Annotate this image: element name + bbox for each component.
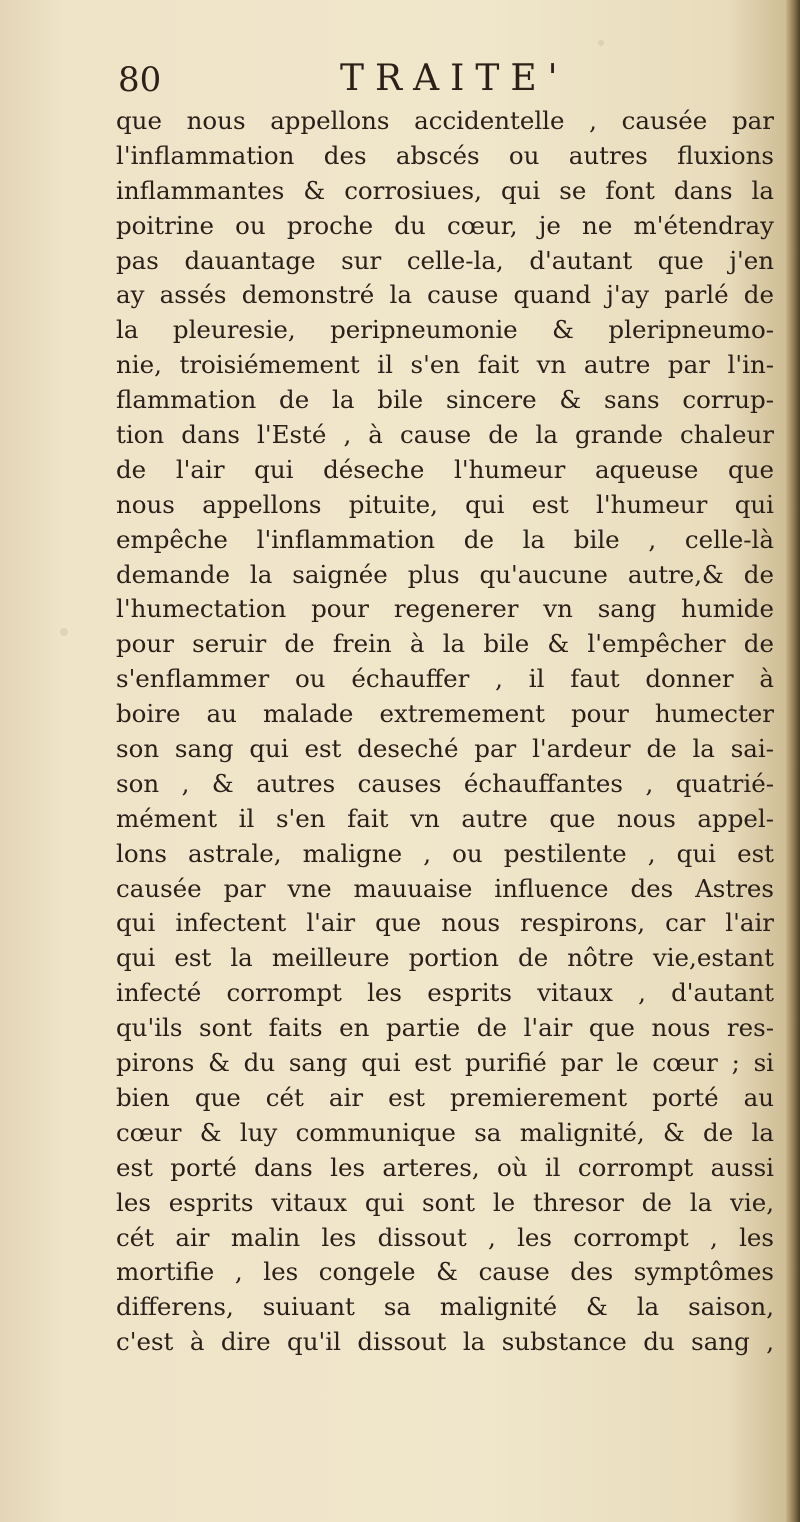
text-line: pour seruir de frein à la bile & l'empêcher de (116, 629, 774, 659)
text-line: inflammantes & corrosiues, qui se font dans la (116, 175, 774, 205)
text-line: infecté corrompt les esprits vitaux , d'autant (116, 978, 774, 1008)
text-line: s'enflammer ou échauffer , il faut donner à (116, 664, 774, 694)
paper-stain (60, 628, 68, 636)
page-number: 80 (118, 60, 162, 100)
text-line: flammation de la bile sincere & sans corrup- (116, 385, 774, 415)
text-line: qui infectent l'air que nous respirons, car l'air (116, 908, 774, 938)
page-edge-shadow (786, 0, 800, 1522)
text-line: pirons & du sang qui est purifié par le cœur ; si (116, 1048, 774, 1078)
text-line: son , & autres causes échauffantes , quatrié- (116, 768, 774, 798)
text-line: pas dauantage sur celle-la, d'autant que j'en (116, 245, 774, 275)
text-line: ay assés demonstré la cause quand j'ay parlé de (116, 280, 774, 310)
text-line: mortifie , les congele & cause des symptômes (116, 1257, 774, 1287)
paper-stain (598, 40, 604, 46)
text-line: est porté dans les arteres, où il corrompt aussi (116, 1152, 774, 1182)
text-line: demande la saignée plus qu'aucune autre,& de (116, 559, 774, 589)
text-line: les esprits vitaux qui sont le thresor de la vie, (116, 1187, 774, 1217)
page-header (118, 58, 778, 104)
text-line: tion dans l'Esté , à cause de la grande chaleur (116, 420, 774, 450)
text-line: lons astrale, maligne , ou pestilente , qui est (116, 838, 774, 868)
text-line: la pleuresie, peripneumonie & pleripneumo- (116, 315, 774, 345)
text-line: de l'air qui déseche l'humeur aqueuse que (116, 454, 774, 484)
running-title: TRAITE' (340, 58, 569, 99)
text-line: empêche l'inflammation de la bile , celle-là (116, 524, 774, 554)
text-line: l'inflammation des abscés ou autres fluxions (116, 140, 774, 170)
text-line: mément il s'en fait vn autre que nous appel- (116, 803, 774, 833)
text-line: son sang qui est deseché par l'ardeur de la sai- (116, 734, 774, 764)
text-line: cœur & luy communique sa malignité, & de la (116, 1117, 774, 1147)
text-line: c'est à dire qu'il dissout la substance du sang , (116, 1327, 774, 1357)
text-line: qu'ils sont faits en partie de l'air que nous res- (116, 1013, 774, 1043)
text-line: causée par vne mauuaise influence des Astres (116, 873, 774, 903)
text-line: poitrine ou proche du cœur, je ne m'étendray (116, 210, 774, 240)
text-line: cét air malin les dissout , les corrompt , les (116, 1222, 774, 1252)
body-text (116, 104, 774, 1360)
text-line: nous appellons pituite, qui est l'humeur qui (116, 489, 774, 519)
text-line: l'humectation pour regenerer vn sang humide (116, 594, 774, 624)
text-line: que nous appellons accidentelle , causée par (116, 106, 774, 135)
text-line: nie, troisiémement il s'en fait vn autre par l'in- (116, 350, 774, 380)
text-line: bien que cét air est premierement porté au (116, 1082, 774, 1112)
text-line: boire au malade extremement pour humecter (116, 699, 774, 729)
text-line: differens, suiuant sa malignité & la saison, (116, 1292, 774, 1322)
text-line: qui est la meilleure portion de nôtre vie,estant (116, 943, 774, 973)
